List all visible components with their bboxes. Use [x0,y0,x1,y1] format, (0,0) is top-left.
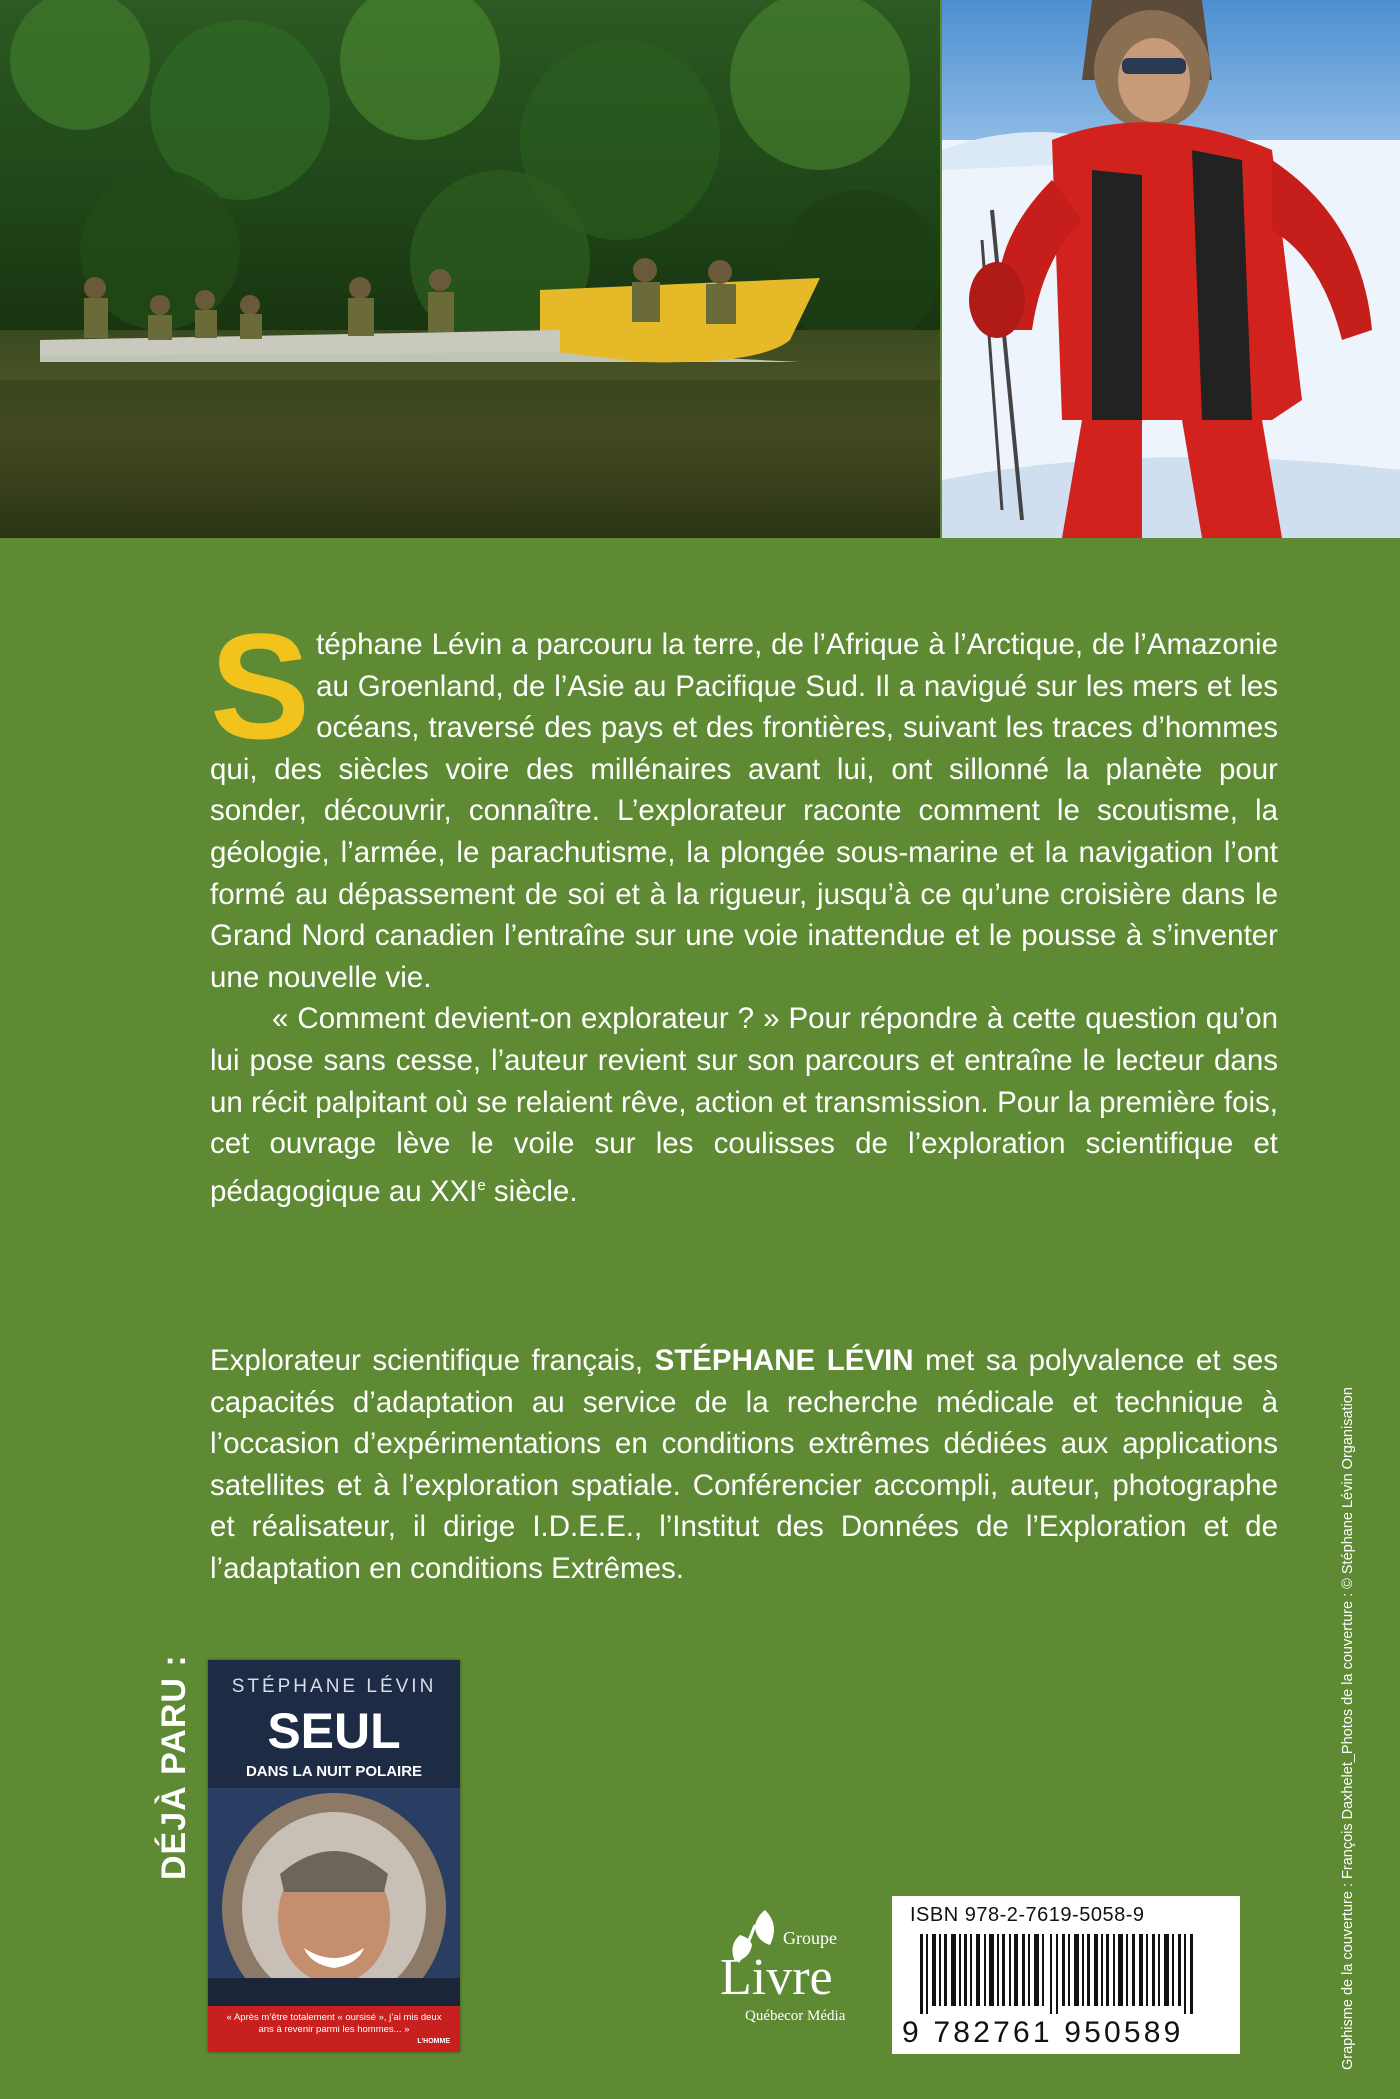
century-superscript: e [477,1176,486,1194]
publisher-logo [690,1910,850,2030]
publisher-livre: Livre [720,1949,833,2006]
cover-credit: Graphisme de la couverture : François Daxhelet_Photos de la couverture : © Stéphane Lévin Organisation [1340,1387,1356,2070]
blurb-paragraph-2-end: siècle. [485,1174,578,1208]
previous-book-subtitle: DANS LA NUIT POLAIRE [245,1763,423,1780]
deja-paru-label: DÉJÀ PARU : [155,1654,193,1880]
river-boat-photo [0,0,940,538]
author-bio-after: met sa polyvalence et ses capacités d’adaptation au service de la recherche médicale et technique à l’occasion d’expérimentations en conditions extrêmes dédiées aux applications satellites et à l’exploration spatiale. Conférencier accompli, auteur, photographe et réalisateur, il dirige I.D.E.E., l’Institut des Données de l’Exploration et de l’adaptation en conditions Extrêmes. [210,1344,1278,1585]
blurb-paragraph-1-text: téphane Lévin a parcouru la terre, de l’Afrique à l’Arctique, de l’Amazonie au Groenland, de l’Asie au Pacifique Sud. Il a navigué sur les mers et les océans, traversé des pays et des frontières, suivant les traces d’hommes qui, des siècles voire des millénaires avant lui, ont sillonné la planète pour sonder, découvrir, connaître. L’explorateur raconte comment le scoutisme, la géologie, l’armée, le parachutisme, la plongée sous-marine et la navigation l’ont formé au dépassement de soi et à la rigueur, jusqu’à ce qu’une croisière dans le Grand Nord canadien l’entraîne sur une voie inattendue et le pousse à s’inventer une nouvelle vie. [210,628,1278,994]
isbn-barcode [892,1896,1240,2054]
barcode-digits: 9 782761 950589 [902,2016,1184,2049]
previous-book-quote: « Après m’être totalement « oursisé », j’ai mis deux ans à revenir parmi les hommes... » [226,2012,442,2035]
back-cover-blurb [210,602,1278,1212]
previous-book-author: STÉPHANE LÉVIN [231,1676,437,1697]
arctic-explorer-photo [942,0,1400,538]
publisher-media: Québecor Média [745,2008,846,2024]
author-name: STÉPHANE LÉVIN [654,1344,914,1377]
blurb-paragraph-2-text: « Comment devient-on explorateur ? » Pour répondre à cette question qu’on lui pose sans cesse, l’auteur revient sur son parcours et entraîne le lecteur dans un récit palpitant où se relaient rêve, action et transmission. Pour la première fois, cet ouvrage lève le voile sur les coulisses de l’exploration scientifique et pédagogique au XXI [210,1002,1278,1208]
isbn-label: ISBN 978-2-7619-5058-9 [910,1904,1145,1926]
author-bio [210,1340,1278,1590]
dropcap-letter: S [210,602,311,770]
previous-book-title: SEUL [267,1703,401,1759]
barcode-icon [906,1934,1226,2014]
publisher-groupe: Groupe [783,1928,837,1948]
previous-book-cover [208,1660,460,2052]
blurb-paragraph-2 [210,998,1278,1212]
author-bio-before: Explorateur scientifique français, [210,1344,655,1377]
previous-book-portrait [208,1788,460,2006]
blurb-paragraph-1 [210,602,1278,998]
previous-book-publisher-logo: L’HOMME [417,2038,450,2045]
